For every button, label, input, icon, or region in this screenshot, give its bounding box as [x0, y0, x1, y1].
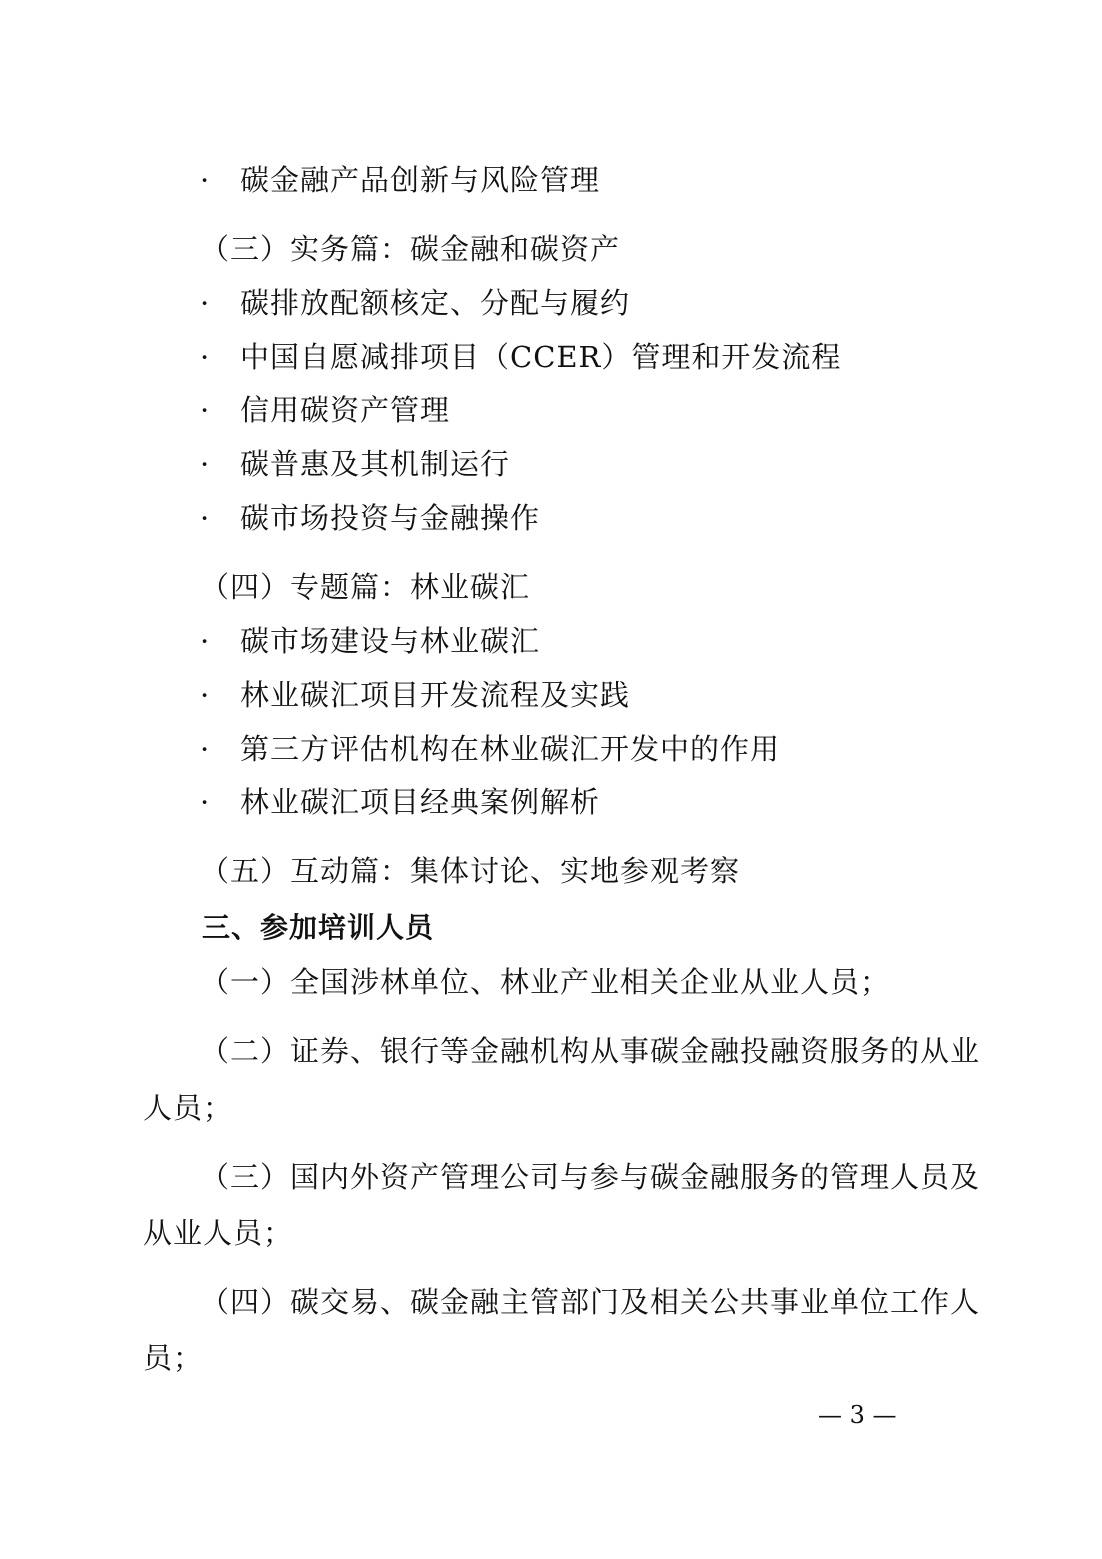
section-subheading: （四）专题篇：林业碳汇 — [200, 570, 531, 604]
list-item: 碳金融产品创新与风险管理 — [240, 163, 601, 197]
bullet-dot: · — [200, 732, 210, 766]
bullet-dot: · — [200, 286, 210, 320]
bullet-dot: · — [200, 624, 210, 658]
list-item: 信用碳资产管理 — [240, 393, 451, 427]
bullet-dot: · — [200, 393, 210, 427]
paragraph-line: 从业人员； — [143, 1216, 294, 1250]
section-heading: 三、参加培训人员 — [202, 911, 435, 944]
bullet-dot: · — [200, 501, 210, 535]
bullet-dot: · — [200, 340, 210, 374]
list-item: 碳排放配额核定、分配与履约 — [240, 286, 631, 320]
bullet-dot: · — [200, 678, 210, 712]
paragraph-line: （四）碳交易、碳金融主管部门及相关公共事业单位工作人 — [200, 1285, 981, 1319]
list-item: 中国自愿减排项目（CCER）管理和开发流程 — [240, 340, 842, 374]
paragraph-line: （三）国内外资产管理公司与参与碳金融服务的管理人员及 — [200, 1160, 981, 1194]
bullet-dot: · — [200, 785, 210, 819]
bullet-dot: · — [200, 447, 210, 481]
bullet-dot: · — [200, 163, 210, 197]
paragraph-line: （一）全国涉林单位、林业产业相关企业从业人员； — [200, 965, 891, 999]
list-item: 第三方评估机构在林业碳汇开发中的作用 — [240, 732, 781, 766]
paragraph-line: （二）证券、银行等金融机构从事碳金融投融资服务的从业 — [200, 1034, 981, 1068]
list-item: 碳市场建设与林业碳汇 — [240, 624, 541, 658]
paragraph-line: 员； — [143, 1341, 204, 1375]
list-item: 碳市场投资与金融操作 — [240, 501, 541, 535]
page-number: — 3 — — [818, 1401, 897, 1429]
list-item: 林业碳汇项目开发流程及实践 — [240, 678, 631, 712]
section-subheading: （三）实务篇：碳金融和碳资产 — [200, 232, 621, 266]
list-item: 碳普惠及其机制运行 — [240, 447, 511, 481]
paragraph-line: 人员； — [143, 1091, 234, 1125]
section-subheading: （五）互动篇：集体讨论、实地参观考察 — [200, 854, 741, 888]
list-item: 林业碳汇项目经典案例解析 — [240, 785, 601, 819]
